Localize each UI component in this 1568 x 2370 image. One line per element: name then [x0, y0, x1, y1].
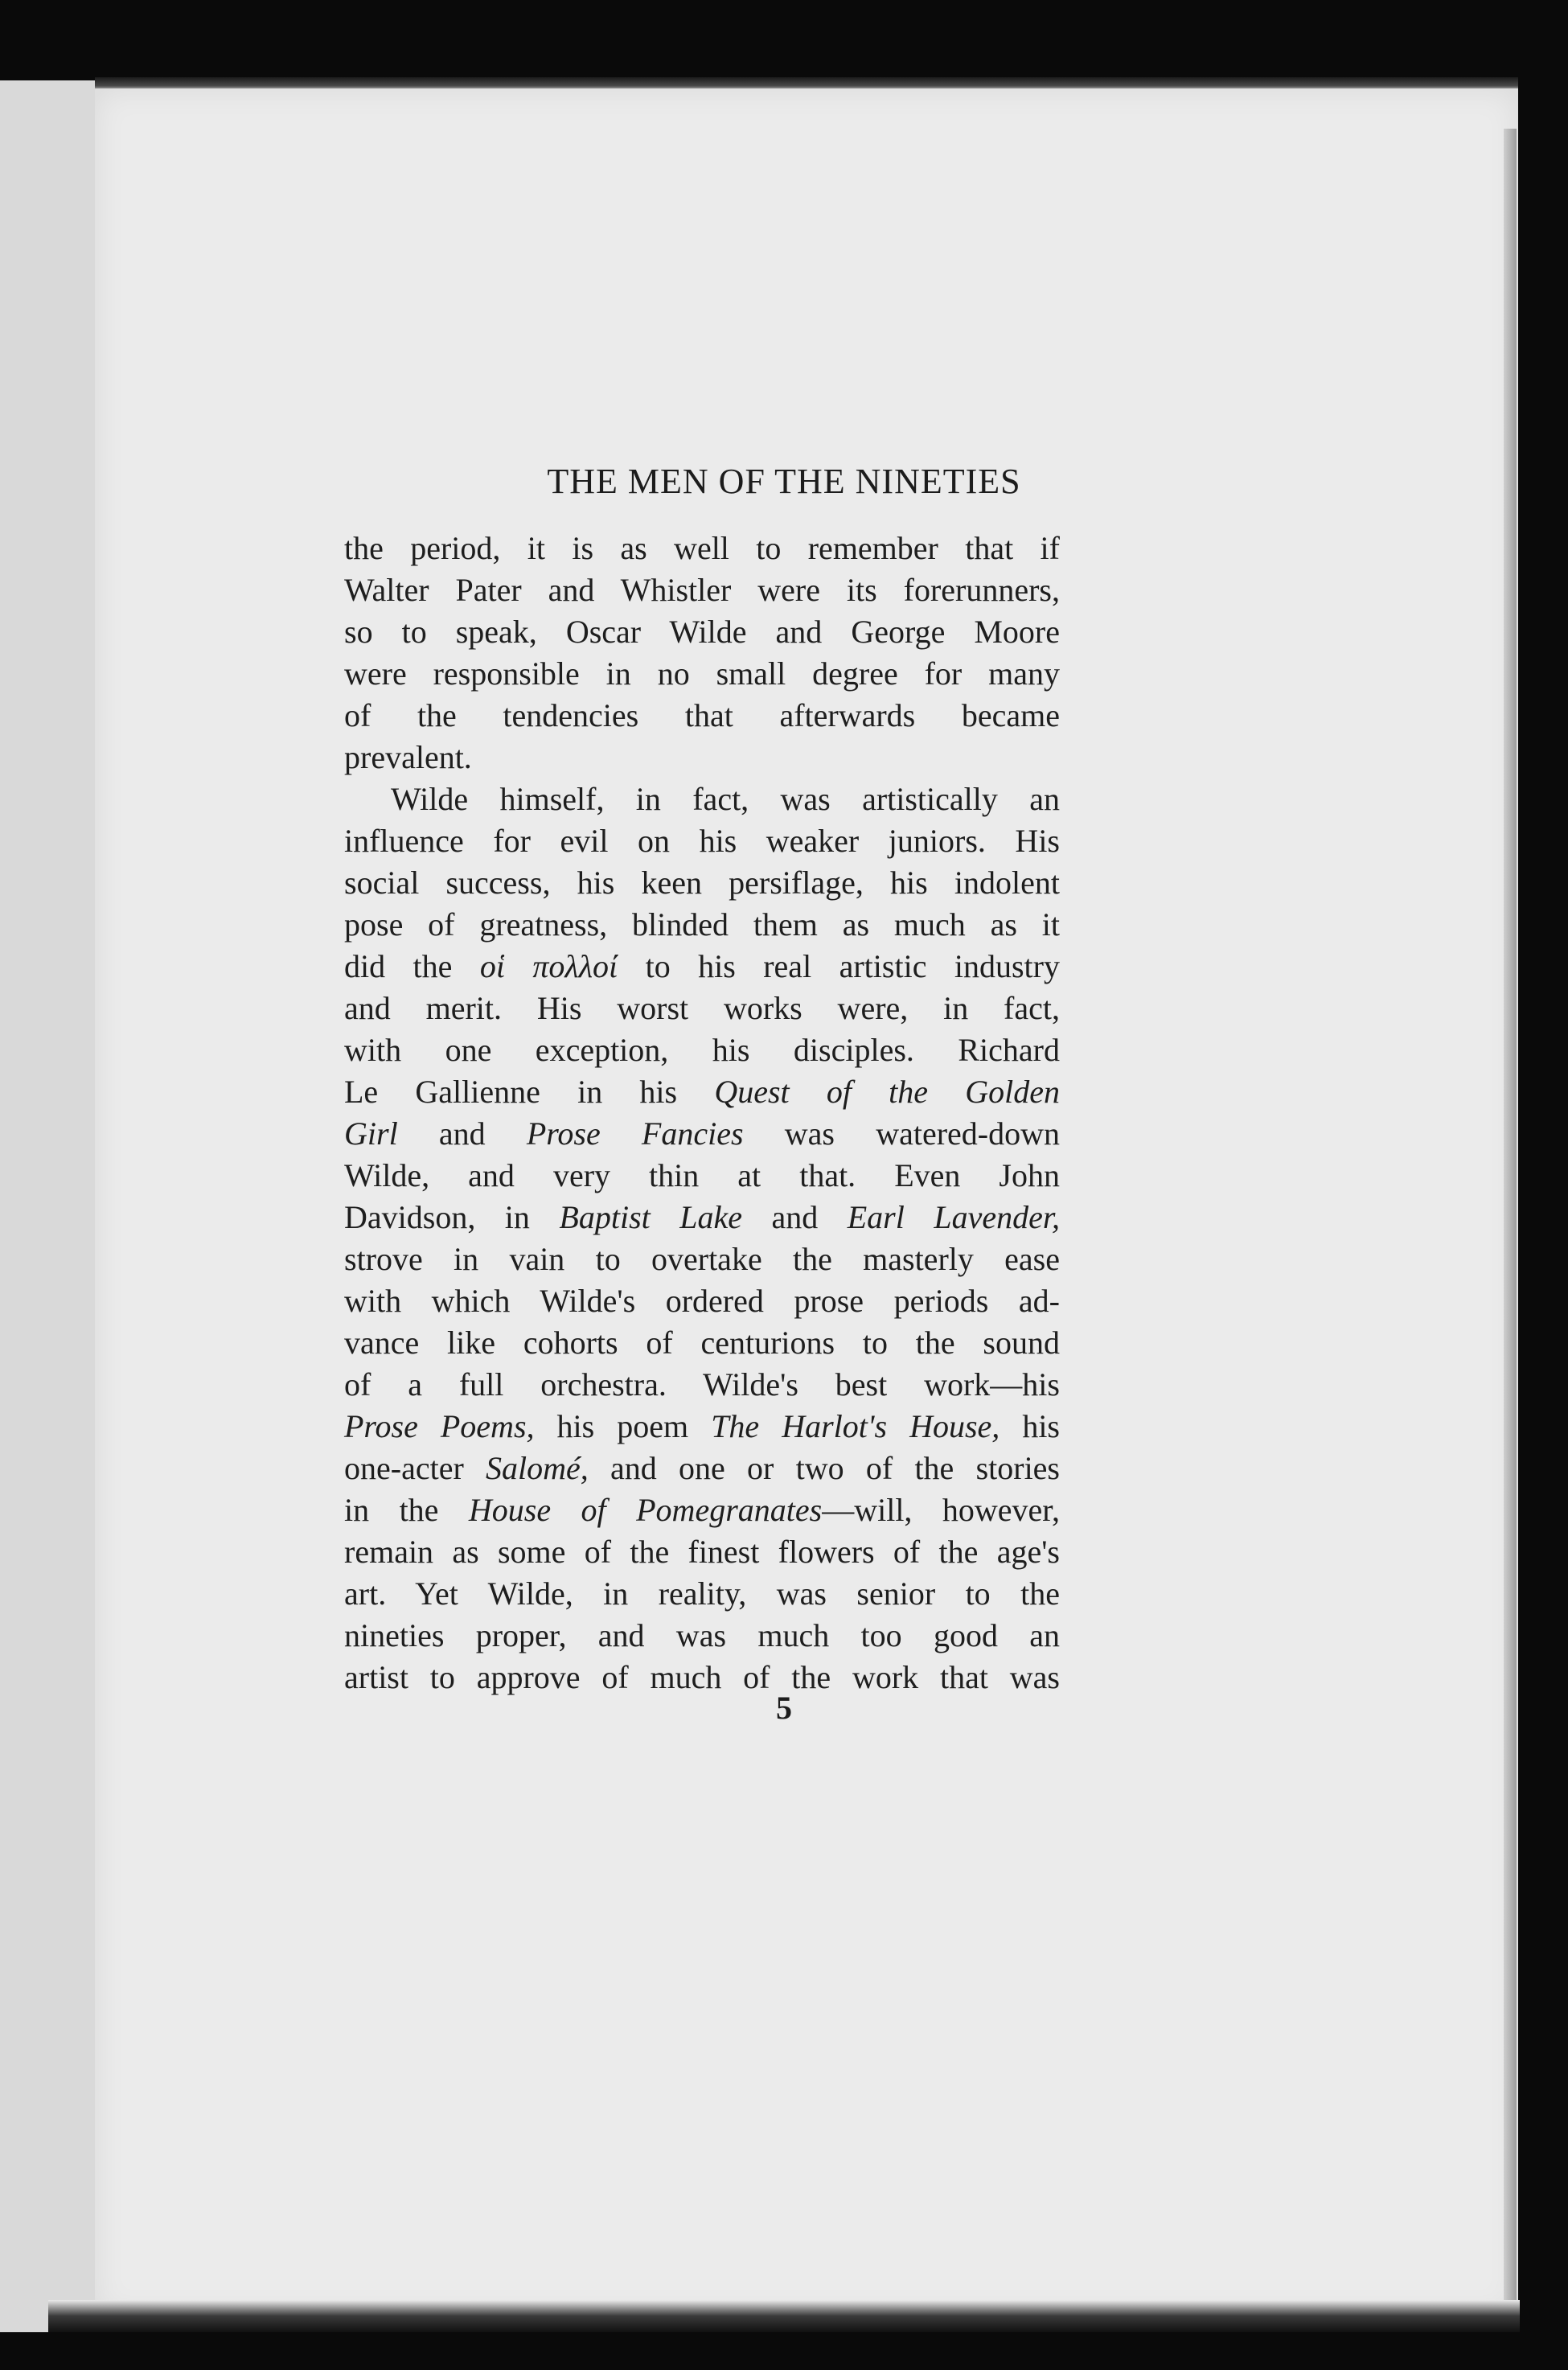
text-line: remain as some of the finest flowers of the age's — [344, 1534, 1060, 1570]
text-line: the period, it is as well to remember that if — [344, 530, 1060, 566]
text-line: Prose Poems, his poem The Harlot's House, his — [344, 1408, 1060, 1444]
text-line: were responsible in no small degree for many — [344, 655, 1060, 692]
text-line: influence for evil on his weaker juniors. His — [344, 823, 1060, 859]
text-line: nineties proper, and was much too good an — [344, 1617, 1060, 1653]
text-line: with which Wilde's ordered prose periods ad- — [344, 1283, 1060, 1319]
body-text — [344, 528, 1060, 1698]
text-line: pose of greatness, blinded them as much as it — [344, 906, 1060, 943]
book-title: Earl Lavender, — [847, 1199, 1060, 1235]
book-title: The Harlot's House, — [711, 1408, 1000, 1444]
text-line: art. Yet Wilde, in reality, was senior to the — [344, 1575, 1060, 1612]
text-line: strove in vain to overtake the masterly ease — [344, 1241, 1060, 1277]
page-number: 5 — [776, 1690, 792, 1726]
text-line: Wilde himself, in fact, was artistically an — [391, 781, 1060, 817]
text-line: artist to approve of much of the work that was — [344, 1659, 1060, 1695]
text-line: with one exception, his disciples. Richard — [344, 1032, 1060, 1068]
text-line: did the οἱ πολλοί to his real artistic industry — [344, 948, 1060, 984]
book-title: Salomé, — [486, 1450, 589, 1486]
page-bottom-edge — [48, 2300, 1520, 2332]
text-line: Girl and Prose Fancies was watered-down — [344, 1115, 1060, 1152]
book-title: Prose Poems, — [344, 1408, 535, 1444]
text-line: one-acter Salomé, and one or two of the stories — [344, 1450, 1060, 1486]
running-head: THE MEN OF THE NINETIES — [547, 462, 1021, 501]
text-line: social success, his keen persiflage, his indolent — [344, 865, 1060, 901]
book-title: House of Pomegranates — [468, 1492, 823, 1528]
text-line: of a full orchestra. Wilde's best work—his — [344, 1366, 1060, 1403]
page-right-edge — [1504, 129, 1517, 2300]
book-title: Girl — [344, 1115, 398, 1152]
text-line: Le Gallienne in his Quest of the Golden — [344, 1074, 1060, 1110]
text-line: of the tendencies that afterwards became — [344, 697, 1060, 733]
book-title: Quest of the Golden — [714, 1074, 1060, 1110]
text-line: Walter Pater and Whistler were its forerunners, — [344, 572, 1060, 608]
text-line: so to speak, Oscar Wilde and George Moore — [344, 614, 1060, 650]
text-line: vance like cohorts of centurions to the sound — [344, 1325, 1060, 1361]
text-line: and merit. His worst works were, in fact, — [344, 990, 1060, 1026]
book-title: Baptist Lake — [559, 1199, 743, 1235]
text-line: Wilde, and very thin at that. Even John — [344, 1157, 1060, 1193]
text-line: Davidson, in Baptist Lake and Earl Lavender, — [344, 1199, 1060, 1235]
book-title: Prose Fancies — [526, 1115, 744, 1152]
text-line: in the House of Pomegranates—will, however, — [344, 1492, 1060, 1528]
text-line: prevalent. — [344, 739, 472, 775]
greek-phrase: οἱ πολλοί — [479, 948, 618, 984]
